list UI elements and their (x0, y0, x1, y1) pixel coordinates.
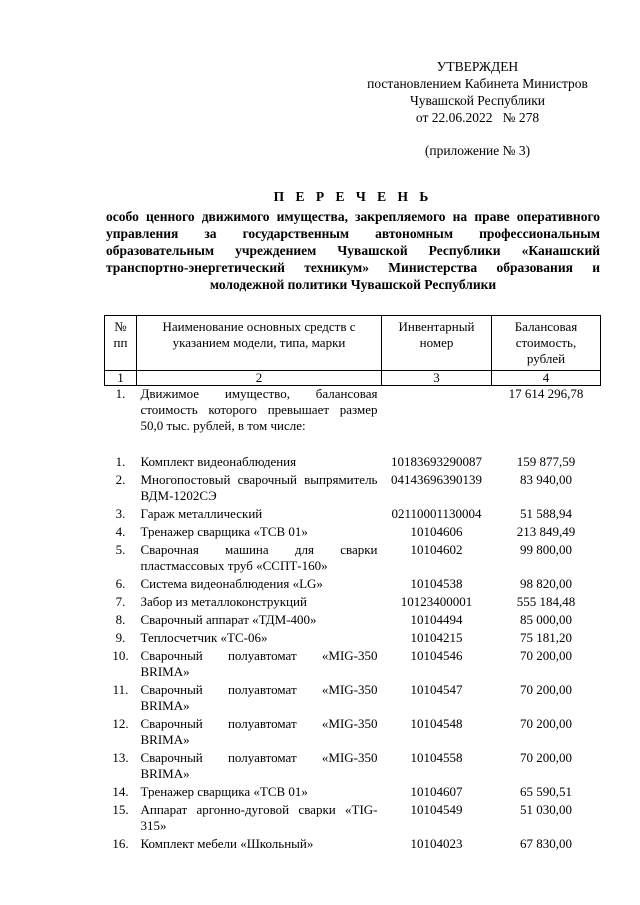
row-name: Гараж металлический (140, 506, 263, 521)
row-name: Система видеонаблюдения «LG» (140, 576, 323, 591)
row-num: 3. (115, 506, 126, 521)
row-inventory: 02110001130004 (391, 506, 482, 521)
header-cost: Балансовая стоимость, рублей (492, 316, 601, 371)
property-table (104, 315, 601, 854)
approval-title: УТВЕРЖДЕН (436, 59, 519, 74)
row-cost: 213 849,49 (516, 524, 576, 539)
table-row (105, 716, 601, 750)
table-row (105, 542, 601, 576)
column-number: 2 (137, 371, 382, 386)
row-num: 12. (112, 716, 129, 731)
row-inventory: 10104549 (410, 802, 463, 817)
row-inventory: 10104538 (410, 576, 463, 591)
row-num: 16. (112, 836, 129, 851)
row-inventory: 10104546 (410, 648, 463, 663)
row-cost: 99 800,00 (520, 542, 572, 557)
table-row (105, 472, 601, 506)
table-row (105, 576, 601, 594)
row-name: Комплект видеонаблюдения (140, 454, 297, 469)
row-num: 11. (112, 682, 129, 697)
approval-block (350, 58, 605, 159)
summary-inventory (382, 386, 492, 437)
table-row (105, 594, 601, 612)
row-name: Многопостовый сварочный выпрямитель ВДМ-1202СЭ (140, 472, 378, 503)
row-inventory: 04143696390139 (391, 472, 482, 487)
summary-name: Движимое имущество, балансовая стоимость которого превышает размер 50,0 тыс. рублей, в том числе: (140, 386, 378, 433)
row-name: Сварочный полуавтомат «MIG-350 BRIMA» (140, 750, 378, 781)
row-name: Тренажер сварщика «ТСВ 01» (140, 784, 308, 799)
row-cost: 67 830,00 (520, 836, 572, 851)
table-row (105, 524, 601, 542)
row-inventory: 10104607 (410, 784, 463, 799)
column-number-row (105, 371, 601, 386)
appendix-label: (приложение № 3) (424, 143, 531, 158)
row-num: 2. (115, 472, 126, 487)
row-inventory: 10104548 (410, 716, 463, 731)
row-name: Сварочный полуавтомат «MIG-350 BRIMA» (140, 648, 378, 679)
row-name: Сварочный полуавтомат «MIG-350 BRIMA» (140, 682, 378, 713)
table-row (105, 836, 601, 854)
row-num: 15. (112, 802, 129, 817)
row-name: Тренажер сварщика «ТСВ 01» (140, 524, 308, 539)
row-cost: 75 181,20 (520, 630, 572, 645)
row-inventory: 10104494 (410, 612, 463, 627)
approval-region: Чувашской Республики (409, 93, 546, 108)
row-name: Сварочный аппарат «ТДМ-400» (140, 612, 317, 627)
row-cost: 159 877,59 (516, 454, 576, 469)
row-inventory: 10123400001 (400, 594, 473, 609)
column-number: 4 (492, 371, 601, 386)
row-inventory: 10104547 (410, 682, 463, 697)
row-num: 5. (115, 542, 126, 557)
table-row (105, 750, 601, 784)
row-cost: 70 200,00 (520, 716, 572, 731)
row-inventory: 10104215 (410, 630, 463, 645)
table-row (105, 630, 601, 648)
row-num: 13. (112, 750, 129, 765)
row-cost: 70 200,00 (520, 648, 572, 663)
header-inventory: Инвентарный номер (382, 316, 492, 371)
row-name: Теплосчетчик «ТС-06» (140, 630, 268, 645)
row-num: 14. (112, 784, 129, 799)
row-cost: 65 590,51 (520, 784, 572, 799)
column-number: 3 (382, 371, 492, 386)
row-inventory: 10183693290087 (391, 454, 482, 469)
table-row (105, 506, 601, 524)
row-inventory: 10104602 (410, 542, 463, 557)
row-inventory: 10104606 (410, 524, 463, 539)
table-row (105, 648, 601, 682)
row-num: 1. (115, 454, 126, 469)
row-cost: 51 588,94 (520, 506, 572, 521)
approval-decree: постановлением Кабинета Министров (367, 76, 588, 91)
row-inventory: 10104558 (410, 750, 463, 765)
row-num: 9. (115, 630, 126, 645)
row-num: 4. (115, 524, 126, 539)
table-header-row (105, 316, 601, 371)
document-heading (106, 188, 600, 293)
row-name: Сварочный полуавтомат «MIG-350 BRIMA» (140, 716, 378, 747)
approval-date: от 22.06.2022 № 278 (415, 110, 540, 125)
row-cost: 70 200,00 (520, 682, 572, 697)
row-cost: 85 000,00 (520, 612, 572, 627)
header-name: Наименование основных средств с указанием модели, типа, марки (137, 316, 382, 371)
row-name: Комплект мебели «Школьный» (140, 836, 314, 851)
row-num: 8. (115, 612, 126, 627)
row-name: Забор из металлоконструкций (140, 594, 307, 609)
row-cost: 83 940,00 (520, 472, 572, 487)
summary-row (105, 386, 601, 437)
row-cost: 70 200,00 (520, 750, 572, 765)
table-row (105, 784, 601, 802)
row-cost: 98 820,00 (520, 576, 572, 591)
table-row (105, 802, 601, 836)
row-inventory: 10104023 (410, 836, 463, 851)
table-row (105, 682, 601, 716)
row-cost: 51 030,00 (520, 802, 572, 817)
document-title: П Е Р Е Ч Е Н Ь (273, 189, 433, 204)
row-name: Аппарат аргонно-дуговой сварки «TIG-315» (140, 802, 378, 833)
row-num: 7. (115, 594, 126, 609)
summary-cost: 17 614 296,78 (508, 386, 584, 401)
row-name: Сварочная машина для сварки пластмассовых труб «ССПТ-160» (140, 542, 378, 573)
header-num: № пп (105, 316, 137, 371)
document-subtitle: особо ценного движимого имущества, закрепляемого на праве оперативного управления за государственным автономным профессиональным образовательным учреждением Чувашской Республики «Канашский транспортно-энергетический техникум» Министерства образования и молодежной политики Чувашской Республики (106, 209, 600, 292)
spacer-row (105, 436, 601, 454)
table-row (105, 454, 601, 472)
row-cost: 555 184,48 (516, 594, 576, 609)
summary-num: 1. (115, 386, 126, 401)
row-num: 10. (112, 648, 129, 663)
table-row (105, 612, 601, 630)
row-num: 6. (115, 576, 126, 591)
column-number: 1 (105, 371, 137, 386)
